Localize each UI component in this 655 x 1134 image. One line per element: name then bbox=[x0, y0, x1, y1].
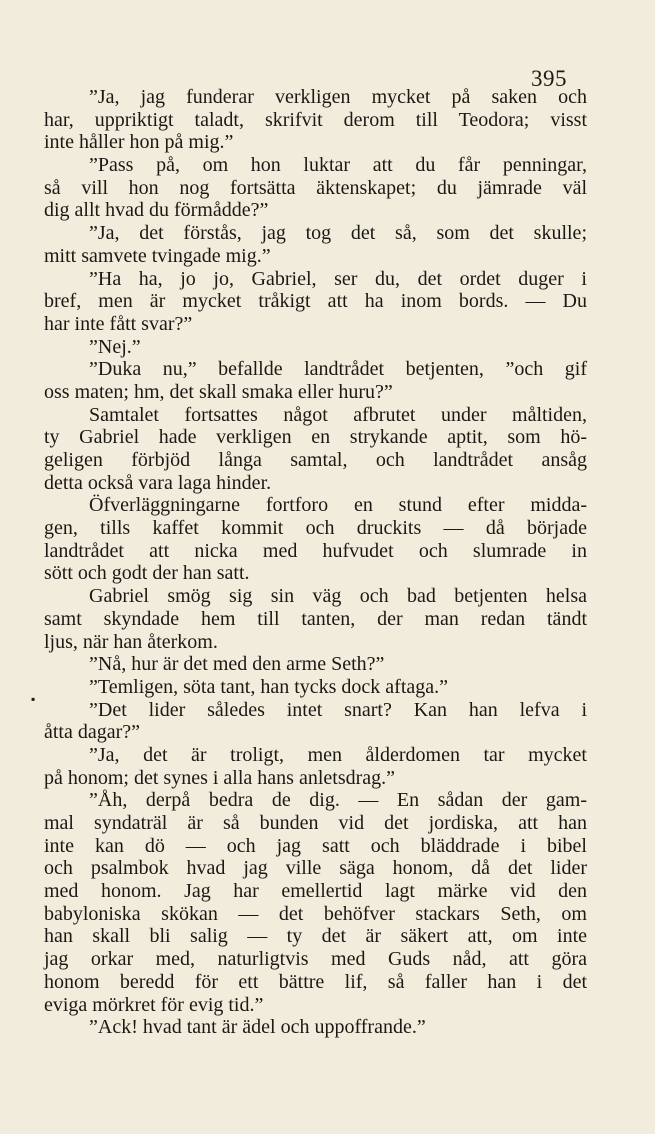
text-line: inte kan dö — och jag satt och bläddrade i bibel bbox=[44, 834, 587, 857]
text-line: ”Duka nu,” befallde landtrådet betjenten, ”och gif bbox=[89, 358, 587, 381]
text-line: han skall bli salig — ty det är säkert att, om inte bbox=[44, 925, 587, 948]
text-line: ”Nej.” bbox=[89, 335, 141, 358]
text-line: ”Ja, det förstås, jag tog det så, som det skulle; bbox=[89, 222, 587, 245]
text-line: inte håller hon på mig.” bbox=[44, 131, 234, 154]
text-line: eviga mörkret för evig tid.” bbox=[44, 993, 264, 1016]
text-line: ”Ha ha, jo jo, Gabriel, ser du, det ordet duger i bbox=[89, 267, 587, 290]
text-line: babyloniska skökan — det behöfver stackars Seth, om bbox=[44, 902, 587, 925]
text-line: Samtalet fortsattes något afbrutet under måltiden, bbox=[89, 403, 587, 426]
text-line: ty Gabriel hade verkligen en strykande aptit, som hö- bbox=[44, 426, 587, 449]
text-line: gen, tills kaffet kommit och druckits — då började bbox=[44, 517, 587, 540]
text-line: oss maten; hm, det skall smaka eller huru?” bbox=[44, 380, 393, 403]
text-line: Gabriel smög sig sin väg och bad betjenten helsa bbox=[89, 585, 587, 608]
text-line: med honom. Jag har emellertid lagt märke vid den bbox=[44, 880, 587, 903]
text-line: ”Temligen, söta tant, han tycks dock aftaga.” bbox=[89, 675, 449, 698]
text-line: landtrådet att nicka med hufvudet och slumrade in bbox=[44, 539, 587, 562]
margin-mark: ▪ bbox=[31, 692, 36, 706]
text-line: har, uppriktigt taladt, skrifvit derom till Teodora; visst bbox=[44, 108, 587, 131]
text-line: detta också vara laga hinder. bbox=[44, 471, 272, 494]
text-line: geligen förbjöd långa samtal, och landtrådet ansåg bbox=[44, 449, 587, 471]
body-text bbox=[44, 86, 587, 1039]
text-line: bref, men är mycket tråkigt att ha inom bords. — Du bbox=[44, 290, 587, 313]
text-line: ljus, när han återkom. bbox=[44, 630, 218, 653]
text-line: ”Ja, det är troligt, men ålderdomen tar mycket bbox=[89, 743, 587, 766]
text-line: Öfverläggningarne fortforo en stund efter midda- bbox=[89, 494, 587, 517]
text-line: så vill hon nog fortsätta äktenskapet; du jämrade väl bbox=[44, 176, 587, 199]
text-line: jag orkar med, naturligtvis med Guds nåd, att göra bbox=[44, 948, 587, 971]
text-line: samt skyndade hem till tanten, der man redan tändt bbox=[44, 607, 587, 630]
text-line: ”Ack! hvad tant är ädel och uppoffrande.” bbox=[89, 1016, 426, 1039]
text-line: åtta dagar?” bbox=[44, 721, 141, 744]
text-line: dig allt hvad du förmådde?” bbox=[44, 199, 269, 222]
text-line: har inte fått svar?” bbox=[44, 312, 193, 335]
text-line: ”Pass på, om hon luktar att du får penningar, bbox=[89, 154, 587, 177]
text-line: honom beredd för ett bättre lif, så faller han i det bbox=[44, 970, 587, 993]
text-line: ”Det lider således intet snart? Kan han lefva i bbox=[89, 698, 587, 721]
text-line: sött och godt der han satt. bbox=[44, 562, 250, 585]
text-line: ”Ja, jag funderar verkligen mycket på saken och bbox=[89, 86, 587, 108]
text-line: ”Åh, derpå bedra de dig. — En sådan der gam- bbox=[89, 789, 587, 812]
text-line: mal syndaträl är så bunden vid det jordiska, att han bbox=[44, 812, 587, 834]
page-number: 395 bbox=[531, 66, 567, 91]
text-line: ”Nå, hur är det med den arme Seth?” bbox=[89, 653, 385, 676]
text-line: mitt samvete tvingade mig.” bbox=[44, 244, 271, 267]
text-line: och psalmbok hvad jag ville säga honom, då det lider bbox=[44, 857, 587, 880]
text-line: på honom; det synes i alla hans anletsdrag.” bbox=[44, 766, 396, 789]
